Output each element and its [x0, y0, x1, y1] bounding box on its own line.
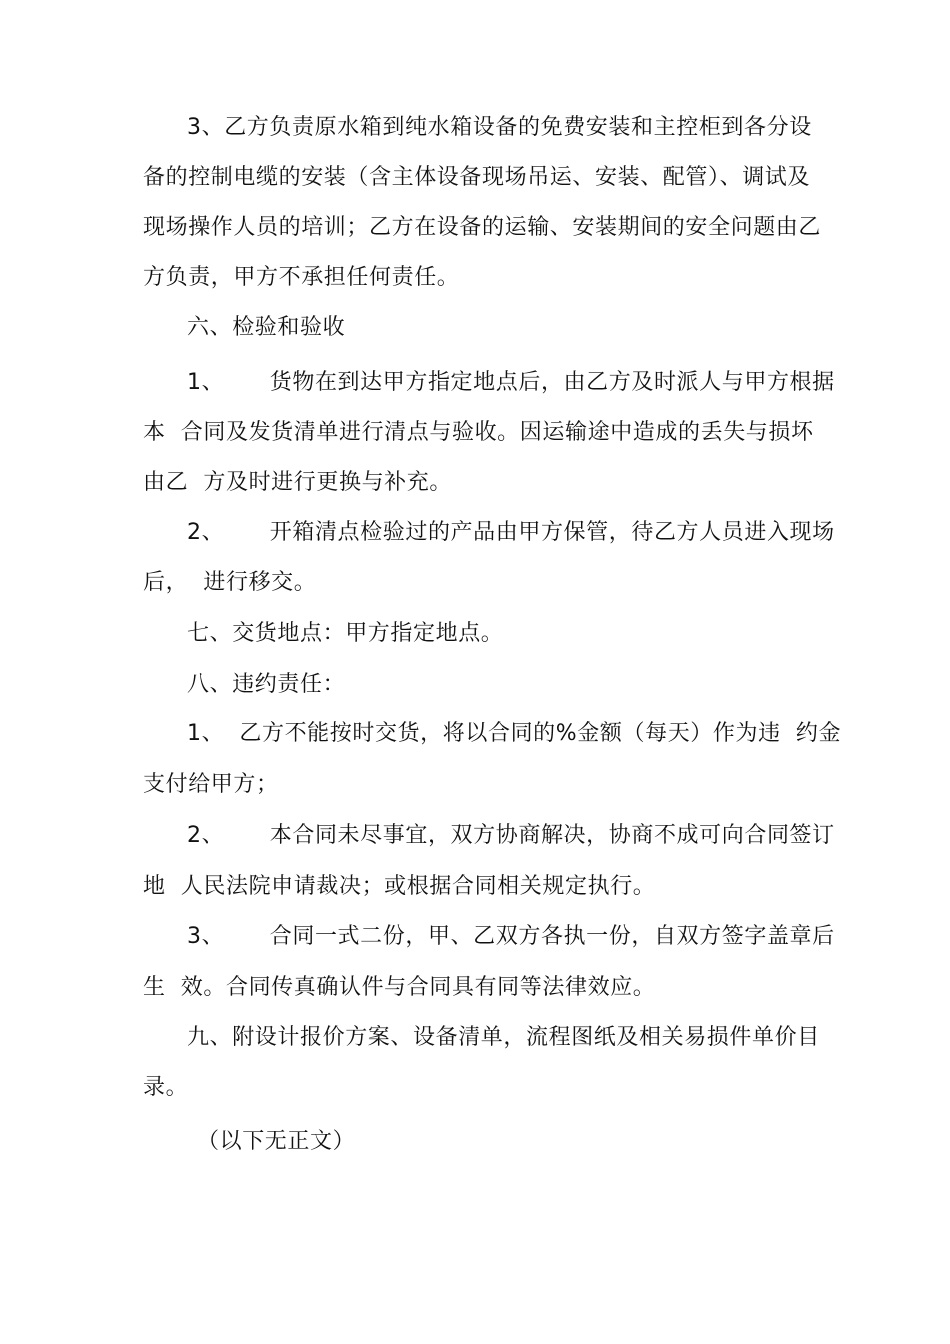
text-line: 1、 货物在到达甲方指定地点后，由乙方及时派人与甲方根据: [187, 370, 835, 395]
text-line: 2、 开箱清点检验过的产品由甲方保管，待乙方人员进入现场: [187, 520, 835, 545]
end-note: （以下无正文）: [197, 1129, 356, 1154]
text-line: 录。: [143, 1075, 189, 1100]
text-line: 3、 合同一式二份，甲、乙双方各执一份，自双方签字盖章后: [187, 924, 835, 949]
section-heading: 九、附设计报价方案、设备清单，流程图纸及相关易损件单价目: [187, 1025, 820, 1050]
text-line: 2、 本合同未尽事宜，双方协商解决，协商不成可向合同签订: [187, 823, 835, 848]
text-line: 后， 进行移交。: [143, 570, 317, 595]
text-line: 现场操作人员的培训；乙方在设备的运输、安装期间的安全问题由乙: [143, 215, 822, 240]
text-line: 本 合同及发货清单进行清点与验收。因运输途中造成的丢失与损坏: [143, 420, 814, 445]
section-heading: 六、检验和验收: [187, 315, 346, 340]
text-line: 1、 乙方不能按时交货，将以合同的%金额（每天）作为违 约金: [187, 721, 842, 746]
text-line: 备的控制电缆的安装（含主体设备现场吊运、安装、配管）、调试及: [143, 165, 811, 190]
text-line: 地 人民法院申请裁决；或根据合同相关规定执行。: [143, 874, 656, 899]
section-heading: 七、交货地点：甲方指定地点。: [187, 621, 504, 646]
text-line: 方负责，甲方不承担任何责任。: [143, 265, 460, 290]
text-line: 生 效。合同传真确认件与合同具有同等法律效应。: [143, 975, 656, 1000]
text-line: 由乙 方及时进行更换与补充。: [143, 470, 452, 495]
text-line: 支付给甲方；: [143, 772, 279, 797]
text-line: 3、乙方负责原水箱到纯水箱设备的免费安装和主控柜到各分设: [187, 115, 812, 140]
section-heading: 八、违约责任：: [187, 672, 346, 697]
